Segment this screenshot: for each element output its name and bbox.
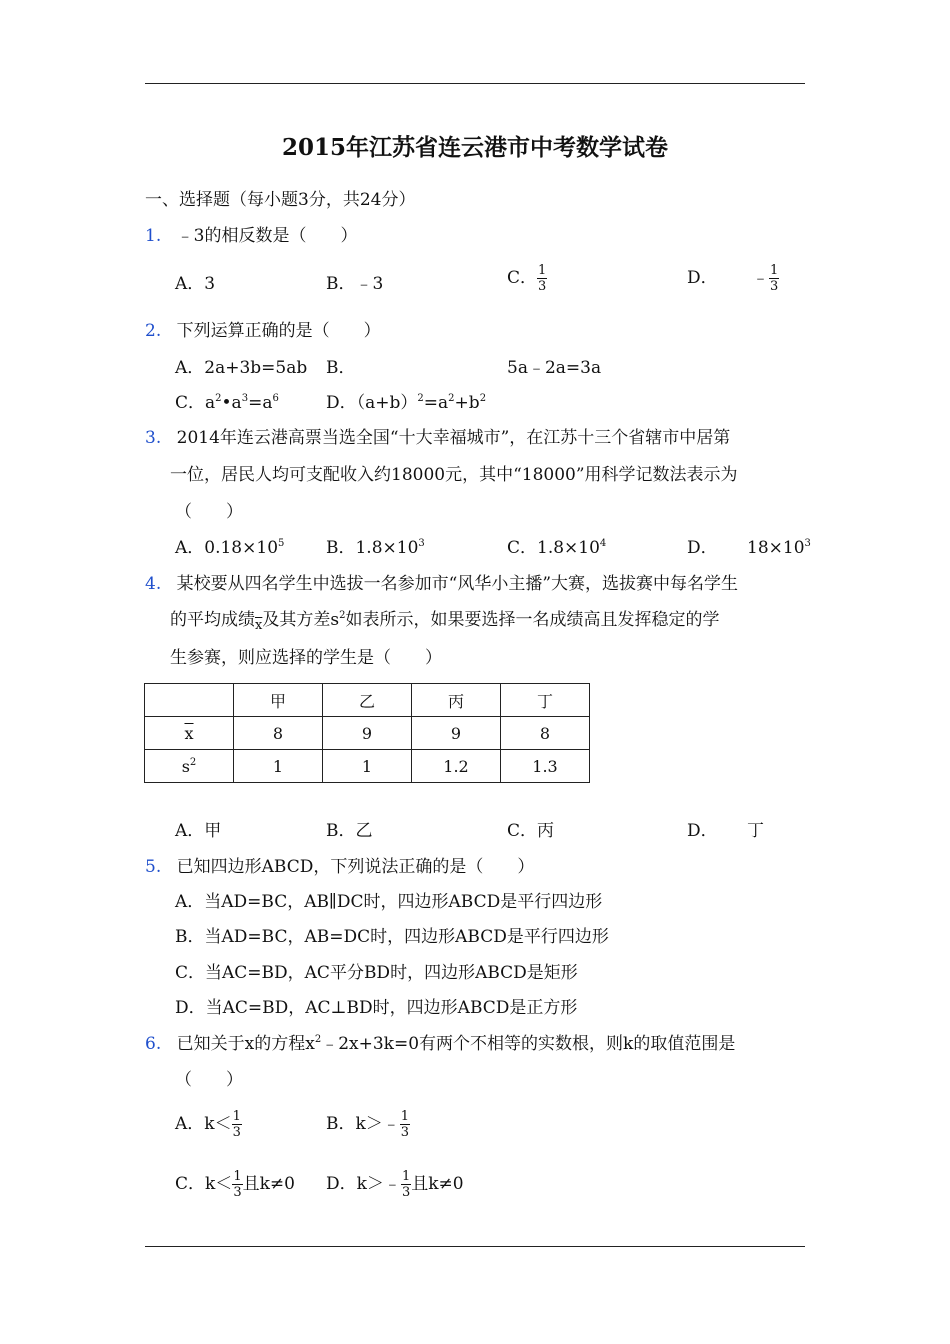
table-cell: 丙 bbox=[412, 684, 501, 717]
table-cell: 1 bbox=[234, 750, 323, 783]
option-c: C．k＜ $\frac{1}{3}$ 且k≠0 bbox=[175, 1169, 295, 1200]
section-heading: 一、选择题（每小题3分，共24分） bbox=[145, 190, 416, 210]
table-row bbox=[145, 717, 590, 750]
table-cell: 8 bbox=[234, 717, 323, 750]
option-d: D． $18\times 10^3$ bbox=[687, 538, 811, 558]
question-1-stem bbox=[145, 228, 357, 245]
fraction: $\frac{1}{3}$ bbox=[233, 1169, 242, 1200]
option-d: D． 丁 bbox=[687, 821, 764, 841]
question-number: 5. bbox=[145, 857, 162, 877]
question-text: 已知四边形ABCD，下列说法正确的是（ ） bbox=[176, 857, 535, 877]
question-5-stem bbox=[145, 859, 534, 876]
question-text: 下列运算正确的是（ ） bbox=[176, 321, 381, 341]
question-number: 3. bbox=[145, 428, 162, 448]
option-b: B．k＞﹣ $\frac{1}{3}$ bbox=[326, 1109, 410, 1140]
fraction: $\frac{1}{3}$ bbox=[770, 263, 779, 294]
option-d: D． ﹣ $\frac{1}{3}$ bbox=[687, 263, 779, 294]
fraction: $\frac{1}{3}$ bbox=[400, 1109, 410, 1140]
question-number: 4. bbox=[145, 574, 162, 594]
option-c: C．$1.8\times 10^4$ bbox=[507, 538, 607, 558]
table-cell: 乙 bbox=[323, 684, 412, 717]
option-b: B．乙 bbox=[326, 821, 373, 841]
table-cell: 1 bbox=[323, 750, 412, 783]
option-d: D．k＞﹣ $\frac{1}{3}$ 且k≠0 bbox=[326, 1169, 464, 1200]
question-3-stem bbox=[145, 430, 730, 447]
option-a: A．k＜ $\frac{1}{3}$ bbox=[175, 1109, 241, 1140]
table-cell: 9 bbox=[412, 717, 501, 750]
table-cell: $s^2$ bbox=[145, 750, 234, 783]
question-text: 已知关于x的方程$x^2﹣2x+3k=0$有两个不相等的实数根，则k的取值范围是 bbox=[176, 1034, 736, 1054]
fraction: $\frac{1}{3}$ bbox=[232, 1109, 241, 1140]
option-c: C． $\frac{1}{3}$ bbox=[507, 263, 547, 294]
score-table bbox=[144, 683, 590, 783]
table-cell: 1.2 bbox=[412, 750, 501, 783]
option-a: A．当AD=BC，AB∥DC时，四边形ABCD是平行四边形 bbox=[175, 892, 603, 912]
question-2-stem bbox=[145, 323, 381, 340]
option-d: D．当AC=BD，AC⊥BD时，四边形ABCD是正方形 bbox=[175, 998, 578, 1018]
table-header-row bbox=[145, 684, 590, 717]
table-cell: 1.3 bbox=[501, 750, 590, 783]
option-b: B．﹣3 bbox=[326, 274, 384, 294]
question-number: 1. bbox=[145, 226, 162, 246]
table-cell: 8 bbox=[501, 717, 590, 750]
option-b: B．$1.8\times 10^3$ bbox=[326, 538, 425, 558]
question-number: 2. bbox=[145, 321, 162, 341]
table-row bbox=[145, 750, 590, 783]
option-c: C．当AC=BD，AC平分BD时，四边形ABCD是矩形 bbox=[175, 963, 578, 983]
question-text-line: 的平均成绩$_{\overline{x}}$及其方差$s^2$如表所示，如果要选择一名成绩高且发挥稳定的学 bbox=[170, 610, 720, 633]
option-b: B．当AD=BC，AB=DC时，四边形ABCD是平行四边形 bbox=[175, 927, 609, 947]
page-title: 2015年江苏省连云港市中考数学试卷 bbox=[281, 134, 668, 161]
table-cell: 丁 bbox=[501, 684, 590, 717]
table-cell: 甲 bbox=[234, 684, 323, 717]
question-text: 2014年连云港高票当选全国“十大幸福城市”，在江苏十三个省辖市中居第 bbox=[176, 428, 731, 448]
option-a: A．甲 bbox=[175, 821, 222, 841]
option-d: D．$(a+b)^2=a^2+b^2$ bbox=[326, 393, 487, 413]
question-4-stem bbox=[145, 576, 738, 593]
question-text-line: 生参赛，则应选择的学生是（ ） bbox=[170, 648, 442, 668]
option-c: C．$a^2•a^3=a^6$ bbox=[175, 393, 279, 413]
option-a: A．2a+3b=5ab bbox=[175, 358, 308, 378]
fraction: $\frac{1}{3}$ bbox=[401, 1169, 411, 1200]
question-6-stem bbox=[145, 1036, 735, 1053]
top-rule bbox=[145, 83, 805, 84]
option-a: A．3 bbox=[175, 274, 216, 294]
fraction: $\frac{1}{3}$ bbox=[538, 263, 547, 294]
bottom-rule bbox=[145, 1246, 805, 1247]
option-b-label: B． bbox=[326, 358, 356, 378]
table-cell: $\overline{x}$ bbox=[145, 717, 234, 750]
question-text: ﹣3的相反数是（ ） bbox=[176, 226, 358, 246]
question-text: 某校要从四名学生中选拔一名参加市“风华小主播”大赛，选拔赛中每名学生 bbox=[176, 574, 739, 594]
question-text-line: （ ） bbox=[175, 502, 243, 522]
option-c: C．丙 bbox=[507, 821, 555, 841]
question-text-line: （ ） bbox=[175, 1070, 243, 1090]
question-number: 6. bbox=[145, 1034, 162, 1054]
question-text-line: 一位，居民人均可支配收入约18000元，其中“18000”用科学记数法表示为 bbox=[170, 465, 738, 485]
option-a: A．$0.18\times 10^5$ bbox=[175, 538, 285, 558]
table-cell bbox=[145, 684, 234, 717]
table-cell: 9 bbox=[323, 717, 412, 750]
option-b-expression: 5a﹣2a=3a bbox=[507, 358, 602, 378]
